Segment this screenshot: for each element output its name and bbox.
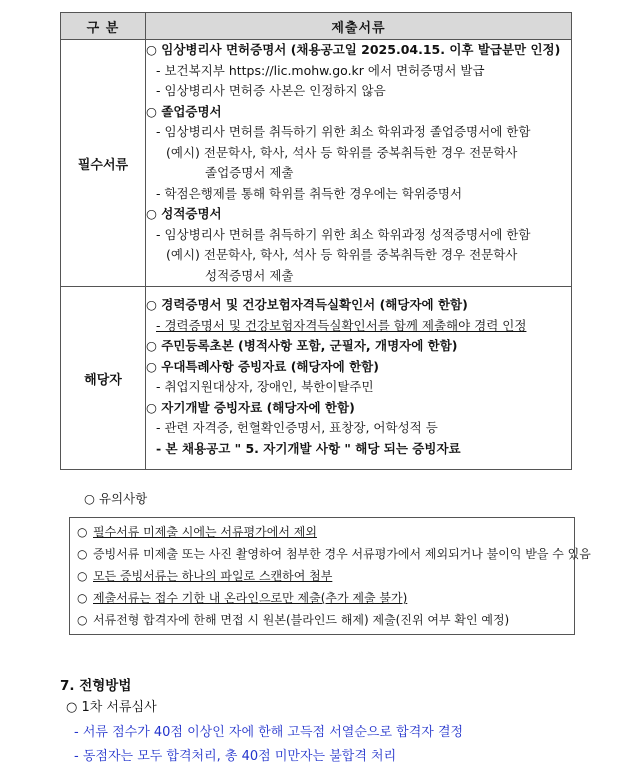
header-documents: 제출서류 bbox=[146, 13, 572, 40]
screening-step: ○ 1차 서류심사 bbox=[66, 700, 157, 715]
document-line: ○ 임상병리사 면허증명서 (채용공고일 2025.04.15. 이후 발급분만 인정) bbox=[146, 42, 561, 57]
document-line: ○ 우대특례사항 증빙자료 (해당자에 한함) bbox=[146, 358, 379, 374]
note-text: 증빙서류 미제출 또는 사진 촬영하여 첨부한 경우 서류평가에서 제외되거나 불이익 받을 수 있음 bbox=[93, 547, 591, 561]
document-line: (예시) 전문학사, 학사, 석사 등 학위를 중복취득한 경우 전문학사 bbox=[166, 247, 518, 262]
circle-bullet-icon: ○ bbox=[77, 613, 88, 627]
notes-title: ○ 유의사항 bbox=[84, 491, 148, 506]
note-text: 제출서류는 접수 기한 내 온라인으로만 제출(추가 제출 불가) bbox=[93, 591, 408, 605]
screening-detail-2: - 동점자는 모두 합격처리, 총 40점 미만자는 불합격 처리 bbox=[74, 749, 397, 764]
document-line: ○ 자기개발 증빙자료 (해당자에 한함) bbox=[146, 399, 355, 415]
screening-detail-1: - 서류 점수가 40점 이상인 자에 한해 고득점 서열순으로 합격자 결정 bbox=[74, 725, 464, 740]
document-line: - 관련 자격증, 헌혈확인증명서, 표창장, 어학성적 등 bbox=[156, 420, 438, 435]
documents-table bbox=[60, 12, 572, 470]
note-text: 서류전형 합격자에 한해 면접 시 원본(블라인드 해제) 제출(진위 여부 확인 예정) bbox=[93, 613, 510, 627]
table-row-applicable bbox=[61, 287, 572, 470]
document-line: - 임상병리사 면허증 사본은 인정하지 않음 bbox=[156, 83, 386, 98]
document-line: ○ 경력증명서 및 건강보험자격득실확인서 (해당자에 한함) bbox=[146, 297, 468, 312]
document-line: - 취업지원대상자, 장애인, 북한이탈주민 bbox=[156, 379, 374, 394]
document-line: ○ 주민등록초본 (병적사항 포함, 군필자, 개명자에 한함) bbox=[146, 338, 458, 353]
document-line: 성적증명서 제출 bbox=[205, 267, 294, 283]
note-text: 필수서류 미제출 시에는 서류평가에서 제외 bbox=[93, 525, 317, 539]
document-line: - 학점은행제를 통해 학위를 취득한 경우에는 학위증명서 bbox=[156, 185, 463, 201]
document-line: - 본 채용공고 " 5. 자기개발 사항 " 해당 되는 증빙자료 bbox=[156, 440, 461, 456]
notes-box bbox=[69, 517, 591, 635]
row-category-required: 필수서류 bbox=[61, 40, 146, 287]
note-item bbox=[77, 609, 574, 631]
document-line: - 경력증명서 및 건강보험자격득실확인서를 함께 제출해야 경력 인정 bbox=[156, 317, 527, 333]
note-item bbox=[77, 587, 574, 609]
note-item bbox=[77, 565, 574, 587]
document-line: - 임상병리사 면허를 취득하기 위한 최소 학위과정 성적증명서에 한함 bbox=[156, 226, 531, 242]
circle-bullet-icon: ○ bbox=[77, 569, 88, 583]
document-line: 졸업증명서 제출 bbox=[205, 165, 294, 180]
required-documents-cell bbox=[146, 40, 572, 287]
circle-bullet-icon: ○ bbox=[77, 547, 88, 561]
note-item bbox=[77, 521, 574, 543]
circle-bullet-icon: ○ bbox=[77, 525, 88, 539]
note-item bbox=[77, 543, 591, 565]
table-row-required bbox=[61, 40, 572, 287]
document-line: - 임상병리사 면허를 취득하기 위한 최소 학위과정 졸업증명서에 한함 bbox=[156, 124, 531, 139]
document-line: - 보건복지부 https://lic.mohw.go.kr 에서 면허증명서 발급 bbox=[156, 62, 485, 78]
note-text: 모든 증빙서류는 하나의 파일로 스캔하여 첨부 bbox=[93, 569, 333, 583]
header-category: 구 분 bbox=[61, 13, 146, 40]
document-line: (예시) 전문학사, 학사, 석사 등 학위를 중복취득한 경우 전문학사 bbox=[166, 144, 518, 160]
applicable-documents-cell bbox=[146, 287, 572, 470]
document-line: ○ 성적증명서 bbox=[146, 206, 222, 221]
row-category-applicable: 해당자 bbox=[61, 287, 146, 470]
table-header-row bbox=[61, 13, 572, 40]
section-title: 7. 전형방법 bbox=[60, 678, 132, 694]
document-line: ○ 졸업증명서 bbox=[146, 103, 222, 119]
circle-bullet-icon: ○ bbox=[77, 591, 88, 605]
